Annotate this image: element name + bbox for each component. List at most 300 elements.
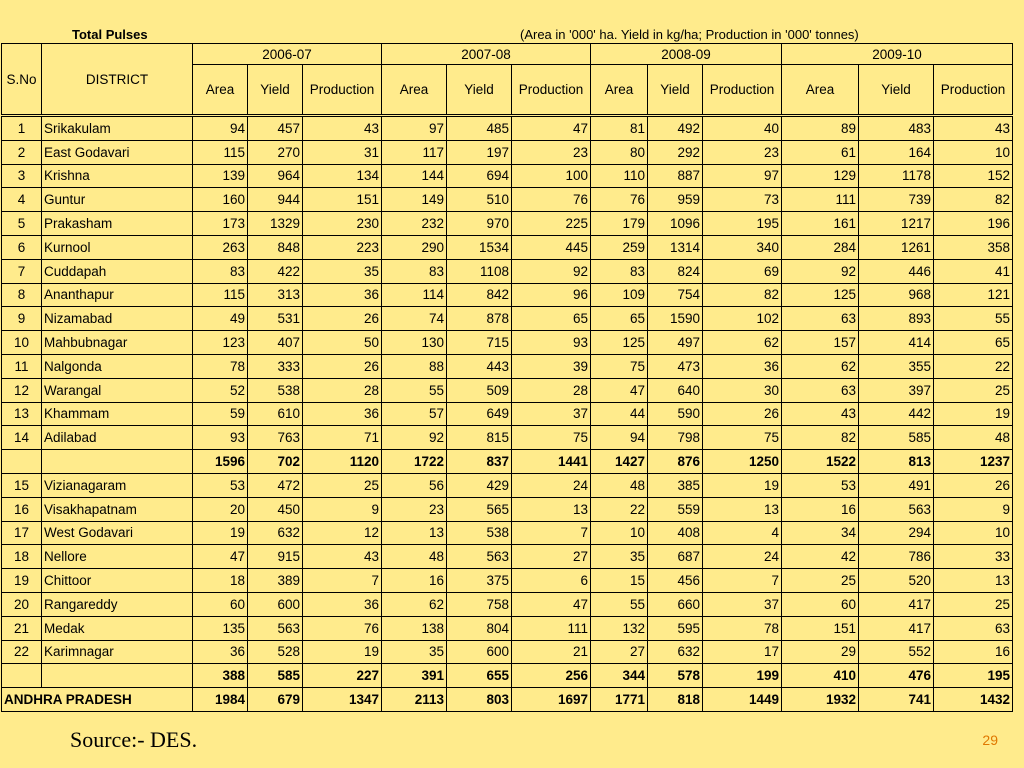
value-cell: 442 — [859, 402, 934, 426]
value-cell: 531 — [248, 307, 303, 331]
value-cell: 225 — [512, 212, 591, 236]
value-cell: 65 — [591, 307, 648, 331]
value-cell: 43 — [303, 545, 382, 569]
value-cell: 28 — [512, 378, 591, 402]
value-cell: 179 — [591, 212, 648, 236]
value-cell: 50 — [303, 331, 382, 355]
value-cell: 414 — [859, 331, 934, 355]
value-cell: 7 — [512, 521, 591, 545]
value-cell: 456 — [648, 569, 703, 593]
value-cell: 76 — [591, 188, 648, 212]
area-header: Area — [782, 65, 859, 116]
value-cell: 195 — [934, 664, 1013, 688]
value-cell: 694 — [447, 164, 512, 188]
value-cell: 1120 — [303, 450, 382, 474]
value-cell: 47 — [193, 545, 248, 569]
value-cell: 702 — [248, 450, 303, 474]
value-cell: 19 — [934, 402, 1013, 426]
value-cell: 89 — [782, 116, 859, 141]
value-cell: 93 — [512, 331, 591, 355]
value-cell: 388 — [193, 664, 248, 688]
value-cell: 160 — [193, 188, 248, 212]
value-cell: 407 — [248, 331, 303, 355]
value-cell: 26 — [303, 307, 382, 331]
value-cell: 157 — [782, 331, 859, 355]
value-cell: 16 — [934, 640, 1013, 664]
value-cell: 71 — [303, 426, 382, 450]
value-cell: 446 — [859, 259, 934, 283]
value-cell: 837 — [447, 450, 512, 474]
value-cell: 660 — [648, 592, 703, 616]
value-cell: 20 — [193, 497, 248, 521]
district-cell: Medak — [42, 616, 193, 640]
value-cell: 1347 — [303, 688, 382, 712]
value-cell: 25 — [934, 378, 1013, 402]
table-row — [2, 331, 1013, 355]
sno-cell: 12 — [2, 378, 42, 402]
value-cell: 590 — [648, 402, 703, 426]
value-cell: 49 — [193, 307, 248, 331]
sno-cell: 20 — [2, 592, 42, 616]
value-cell: 595 — [648, 616, 703, 640]
value-cell: 31 — [303, 140, 382, 164]
district-cell: Prakasham — [42, 212, 193, 236]
subtotal-row — [2, 450, 1013, 474]
value-cell: 528 — [248, 640, 303, 664]
table-row — [2, 592, 1013, 616]
table-row — [2, 259, 1013, 283]
value-cell: 1096 — [648, 212, 703, 236]
value-cell: 43 — [303, 116, 382, 141]
value-cell: 30 — [703, 378, 782, 402]
value-cell: 485 — [447, 116, 512, 141]
yield-header: Yield — [248, 65, 303, 116]
value-cell: 48 — [934, 426, 1013, 450]
district-cell: Chittoor — [42, 569, 193, 593]
value-cell: 117 — [382, 140, 447, 164]
area-header: Area — [382, 65, 447, 116]
value-cell: 813 — [859, 450, 934, 474]
value-cell: 13 — [703, 497, 782, 521]
value-cell: 472 — [248, 473, 303, 497]
district-cell: Ananthapur — [42, 283, 193, 307]
value-cell: 35 — [303, 259, 382, 283]
sno-cell: 9 — [2, 307, 42, 331]
district-cell: Mahbubnagar — [42, 331, 193, 355]
value-cell: 82 — [782, 426, 859, 450]
sno-cell: 4 — [2, 188, 42, 212]
value-cell: 429 — [447, 473, 512, 497]
value-cell: 83 — [591, 259, 648, 283]
value-cell: 78 — [703, 616, 782, 640]
value-cell: 476 — [859, 664, 934, 688]
value-cell: 292 — [648, 140, 703, 164]
value-cell: 9 — [303, 497, 382, 521]
year-header: 2007-08 — [382, 44, 591, 65]
value-cell: 173 — [193, 212, 248, 236]
value-cell: 473 — [648, 354, 703, 378]
value-cell: 803 — [447, 688, 512, 712]
state-total-label: ANDHRA PRADESH — [2, 688, 193, 712]
value-cell: 55 — [591, 592, 648, 616]
value-cell: 944 — [248, 188, 303, 212]
value-cell: 96 — [512, 283, 591, 307]
value-cell: 39 — [512, 354, 591, 378]
table-row — [2, 283, 1013, 307]
value-cell: 739 — [859, 188, 934, 212]
value-cell: 417 — [859, 616, 934, 640]
table-row — [2, 212, 1013, 236]
state-total-row — [2, 688, 1013, 712]
value-cell: 600 — [447, 640, 512, 664]
value-cell: 53 — [782, 473, 859, 497]
value-cell: 43 — [782, 402, 859, 426]
value-cell: 29 — [782, 640, 859, 664]
value-cell: 563 — [859, 497, 934, 521]
value-cell: 16 — [382, 569, 447, 593]
value-cell: 125 — [591, 331, 648, 355]
value-cell: 13 — [512, 497, 591, 521]
value-cell: 754 — [648, 283, 703, 307]
value-cell: 520 — [859, 569, 934, 593]
district-cell: Vizianagaram — [42, 473, 193, 497]
value-cell: 10 — [934, 140, 1013, 164]
value-cell: 10 — [934, 521, 1013, 545]
value-cell: 565 — [447, 497, 512, 521]
value-cell: 1237 — [934, 450, 1013, 474]
value-cell: 196 — [934, 212, 1013, 236]
value-cell: 65 — [512, 307, 591, 331]
value-cell: 52 — [193, 378, 248, 402]
value-cell: 256 — [512, 664, 591, 688]
table-row — [2, 164, 1013, 188]
value-cell: 2113 — [382, 688, 447, 712]
value-cell: 818 — [648, 688, 703, 712]
value-cell: 17 — [703, 640, 782, 664]
value-cell: 417 — [859, 592, 934, 616]
value-cell: 632 — [648, 640, 703, 664]
yield-header: Yield — [648, 65, 703, 116]
table-row — [2, 569, 1013, 593]
district-cell: Krishna — [42, 164, 193, 188]
value-cell: 115 — [193, 140, 248, 164]
area-header: Area — [193, 65, 248, 116]
value-cell: 23 — [703, 140, 782, 164]
value-cell: 1329 — [248, 212, 303, 236]
value-cell: 340 — [703, 235, 782, 259]
value-cell: 44 — [591, 402, 648, 426]
table-row — [2, 235, 1013, 259]
value-cell: 24 — [512, 473, 591, 497]
table-row — [2, 497, 1013, 521]
value-cell: 97 — [703, 164, 782, 188]
value-cell: 36 — [193, 640, 248, 664]
value-cell: 1771 — [591, 688, 648, 712]
sno-cell: 7 — [2, 259, 42, 283]
value-cell: 25 — [303, 473, 382, 497]
value-cell: 259 — [591, 235, 648, 259]
value-cell: 92 — [512, 259, 591, 283]
value-cell: 679 — [248, 688, 303, 712]
district-cell — [42, 450, 193, 474]
value-cell: 19 — [703, 473, 782, 497]
production-header: Production — [303, 65, 382, 116]
value-cell: 563 — [447, 545, 512, 569]
value-cell: 63 — [934, 616, 1013, 640]
value-cell: 1522 — [782, 450, 859, 474]
value-cell: 27 — [591, 640, 648, 664]
year-header: 2008-09 — [591, 44, 782, 65]
value-cell: 878 — [447, 307, 512, 331]
value-cell: 1590 — [648, 307, 703, 331]
value-cell: 19 — [193, 521, 248, 545]
value-cell: 687 — [648, 545, 703, 569]
table-title: Total Pulses — [72, 27, 148, 42]
value-cell: 1427 — [591, 450, 648, 474]
value-cell: 132 — [591, 616, 648, 640]
value-cell: 610 — [248, 402, 303, 426]
value-cell: 333 — [248, 354, 303, 378]
value-cell: 59 — [193, 402, 248, 426]
value-cell: 23 — [512, 140, 591, 164]
sno-header: S.No — [2, 44, 42, 116]
district-cell: Nellore — [42, 545, 193, 569]
value-cell: 152 — [934, 164, 1013, 188]
value-cell: 509 — [447, 378, 512, 402]
value-cell: 355 — [859, 354, 934, 378]
value-cell: 270 — [248, 140, 303, 164]
value-cell: 741 — [859, 688, 934, 712]
value-cell: 123 — [193, 331, 248, 355]
district-cell: East Godavari — [42, 140, 193, 164]
value-cell: 410 — [782, 664, 859, 688]
value-cell: 55 — [934, 307, 1013, 331]
value-cell: 69 — [703, 259, 782, 283]
value-cell: 798 — [648, 426, 703, 450]
value-cell: 385 — [648, 473, 703, 497]
value-cell: 115 — [193, 283, 248, 307]
value-cell: 491 — [859, 473, 934, 497]
value-cell: 97 — [382, 116, 447, 141]
table-row — [2, 307, 1013, 331]
production-header: Production — [703, 65, 782, 116]
value-cell: 37 — [703, 592, 782, 616]
value-cell: 893 — [859, 307, 934, 331]
sno-cell: 3 — [2, 164, 42, 188]
value-cell: 640 — [648, 378, 703, 402]
value-cell: 9 — [934, 497, 1013, 521]
value-cell: 18 — [193, 569, 248, 593]
value-cell: 80 — [591, 140, 648, 164]
value-cell: 82 — [703, 283, 782, 307]
value-cell: 16 — [782, 497, 859, 521]
value-cell: 15 — [591, 569, 648, 593]
value-cell: 7 — [303, 569, 382, 593]
value-cell: 61 — [782, 140, 859, 164]
value-cell: 391 — [382, 664, 447, 688]
value-cell: 408 — [648, 521, 703, 545]
value-cell: 655 — [447, 664, 512, 688]
value-cell: 344 — [591, 664, 648, 688]
value-cell: 397 — [859, 378, 934, 402]
value-cell: 824 — [648, 259, 703, 283]
sno-cell: 8 — [2, 283, 42, 307]
value-cell: 151 — [782, 616, 859, 640]
value-cell: 563 — [248, 616, 303, 640]
value-cell: 497 — [648, 331, 703, 355]
value-cell: 34 — [782, 521, 859, 545]
value-cell: 10 — [591, 521, 648, 545]
district-cell: Karimnagar — [42, 640, 193, 664]
value-cell: 55 — [382, 378, 447, 402]
value-cell: 758 — [447, 592, 512, 616]
value-cell: 585 — [248, 664, 303, 688]
source-note: Source:- DES. — [70, 727, 198, 752]
value-cell: 63 — [782, 307, 859, 331]
value-cell: 483 — [859, 116, 934, 141]
value-cell: 36 — [703, 354, 782, 378]
value-cell: 227 — [303, 664, 382, 688]
value-cell: 111 — [512, 616, 591, 640]
value-cell: 114 — [382, 283, 447, 307]
value-cell: 75 — [591, 354, 648, 378]
value-cell: 600 — [248, 592, 303, 616]
value-cell: 134 — [303, 164, 382, 188]
subtotal-row — [2, 664, 1013, 688]
value-cell: 24 — [703, 545, 782, 569]
value-cell: 75 — [512, 426, 591, 450]
value-cell: 40 — [703, 116, 782, 141]
table-row — [2, 473, 1013, 497]
production-header: Production — [934, 65, 1013, 116]
page-number: 29 — [982, 732, 998, 748]
value-cell: 74 — [382, 307, 447, 331]
value-cell: 60 — [782, 592, 859, 616]
value-cell: 27 — [512, 545, 591, 569]
table-row — [2, 116, 1013, 141]
table-row — [2, 378, 1013, 402]
table-row — [2, 616, 1013, 640]
table-row — [2, 402, 1013, 426]
value-cell: 389 — [248, 569, 303, 593]
title-row — [0, 27, 1024, 43]
value-cell: 62 — [382, 592, 447, 616]
value-cell: 102 — [703, 307, 782, 331]
sno-cell: 15 — [2, 473, 42, 497]
table-row — [2, 140, 1013, 164]
value-cell: 313 — [248, 283, 303, 307]
value-cell: 510 — [447, 188, 512, 212]
district-cell: Guntur — [42, 188, 193, 212]
value-cell: 56 — [382, 473, 447, 497]
value-cell: 110 — [591, 164, 648, 188]
value-cell: 109 — [591, 283, 648, 307]
table-row — [2, 521, 1013, 545]
value-cell: 450 — [248, 497, 303, 521]
value-cell: 94 — [193, 116, 248, 141]
value-cell: 815 — [447, 426, 512, 450]
value-cell: 538 — [447, 521, 512, 545]
value-cell: 538 — [248, 378, 303, 402]
value-cell: 83 — [382, 259, 447, 283]
value-cell: 63 — [782, 378, 859, 402]
table-row — [2, 188, 1013, 212]
sno-cell: 13 — [2, 402, 42, 426]
value-cell: 970 — [447, 212, 512, 236]
value-cell: 100 — [512, 164, 591, 188]
value-cell: 197 — [447, 140, 512, 164]
value-cell: 804 — [447, 616, 512, 640]
value-cell: 492 — [648, 116, 703, 141]
district-cell: Srikakulam — [42, 116, 193, 141]
value-cell: 36 — [303, 592, 382, 616]
value-cell: 130 — [382, 331, 447, 355]
sno-cell: 5 — [2, 212, 42, 236]
value-cell: 81 — [591, 116, 648, 141]
value-cell: 135 — [193, 616, 248, 640]
value-cell: 12 — [303, 521, 382, 545]
value-cell: 26 — [934, 473, 1013, 497]
value-cell: 1250 — [703, 450, 782, 474]
value-cell: 1432 — [934, 688, 1013, 712]
value-cell: 1697 — [512, 688, 591, 712]
value-cell: 22 — [934, 354, 1013, 378]
value-cell: 92 — [782, 259, 859, 283]
sno-cell: 16 — [2, 497, 42, 521]
value-cell: 25 — [782, 569, 859, 593]
value-cell: 48 — [382, 545, 447, 569]
value-cell: 1932 — [782, 688, 859, 712]
sno-cell: 19 — [2, 569, 42, 593]
value-cell: 786 — [859, 545, 934, 569]
year-header: 2009-10 — [782, 44, 1013, 65]
value-cell: 121 — [934, 283, 1013, 307]
district-cell: West Godavari — [42, 521, 193, 545]
value-cell: 358 — [934, 235, 1013, 259]
value-cell: 28 — [303, 378, 382, 402]
value-cell: 1178 — [859, 164, 934, 188]
value-cell: 968 — [859, 283, 934, 307]
value-cell: 48 — [591, 473, 648, 497]
value-cell: 25 — [934, 592, 1013, 616]
value-cell: 22 — [591, 497, 648, 521]
sno-cell — [2, 450, 42, 474]
production-header: Production — [512, 65, 591, 116]
value-cell: 1596 — [193, 450, 248, 474]
value-cell: 26 — [303, 354, 382, 378]
header-row-years — [2, 44, 1013, 65]
pulses-table — [1, 43, 1013, 712]
value-cell: 41 — [934, 259, 1013, 283]
district-cell — [42, 664, 193, 688]
value-cell: 848 — [248, 235, 303, 259]
value-cell: 139 — [193, 164, 248, 188]
value-cell: 964 — [248, 164, 303, 188]
value-cell: 144 — [382, 164, 447, 188]
district-cell: Nizamabad — [42, 307, 193, 331]
district-cell: Cuddapah — [42, 259, 193, 283]
value-cell: 125 — [782, 283, 859, 307]
value-cell: 230 — [303, 212, 382, 236]
value-cell: 13 — [382, 521, 447, 545]
value-cell: 1217 — [859, 212, 934, 236]
sno-cell: 22 — [2, 640, 42, 664]
sno-cell: 17 — [2, 521, 42, 545]
value-cell: 47 — [591, 378, 648, 402]
yield-header: Yield — [859, 65, 934, 116]
value-cell: 53 — [193, 473, 248, 497]
district-cell: Rangareddy — [42, 592, 193, 616]
